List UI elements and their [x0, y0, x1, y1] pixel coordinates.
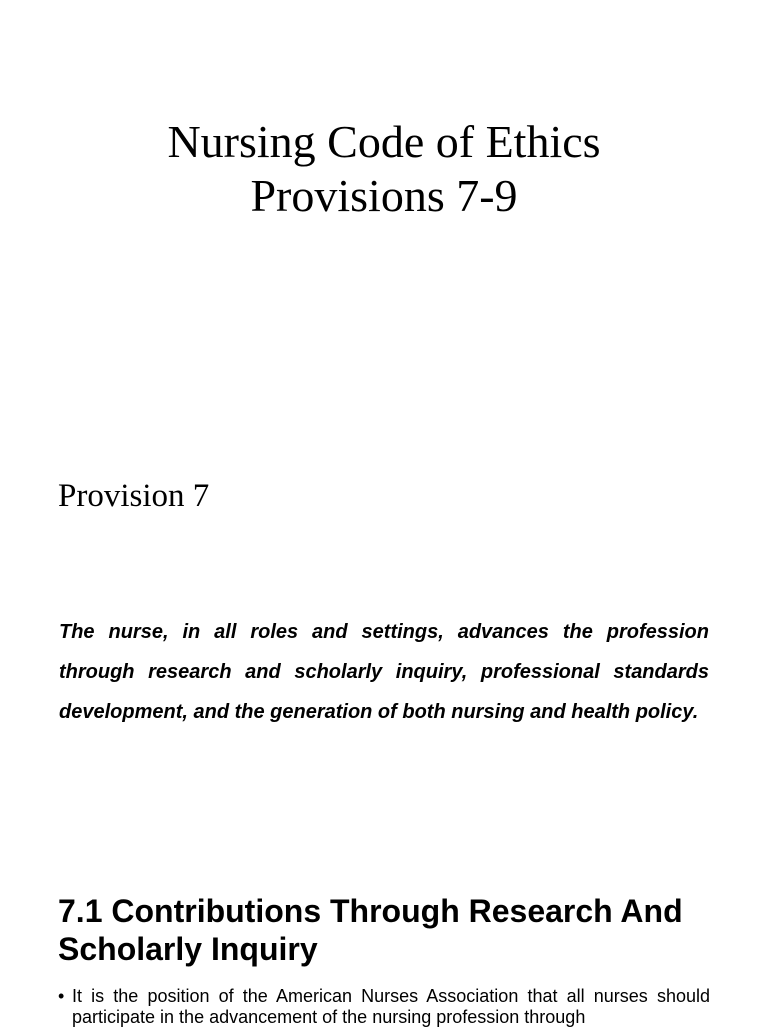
- title-line-1: Nursing Code of Ethics: [167, 116, 601, 167]
- title-line-2: Provisions 7-9: [250, 170, 518, 221]
- title-slide: [0, 0, 768, 440]
- provision-heading: Provision 7: [58, 478, 210, 514]
- bullet-text: It is the position of the American Nurses Association that all nurses should participate in the advancement of the nursing profession through: [72, 986, 710, 1027]
- bullet-marker-icon: •: [58, 986, 65, 1006]
- document-title: [0, 115, 768, 223]
- section-heading: 7.1 Contributions Through Research And Scholarly Inquiry: [58, 893, 683, 967]
- bullet-list: [58, 986, 710, 1028]
- provision-statement: The nurse, in all roles and settings, advances the profession through research and scholarly inquiry, professional standards development, and the generation of both nursing and health policy.: [59, 621, 709, 723]
- bullet-item: [58, 986, 710, 1028]
